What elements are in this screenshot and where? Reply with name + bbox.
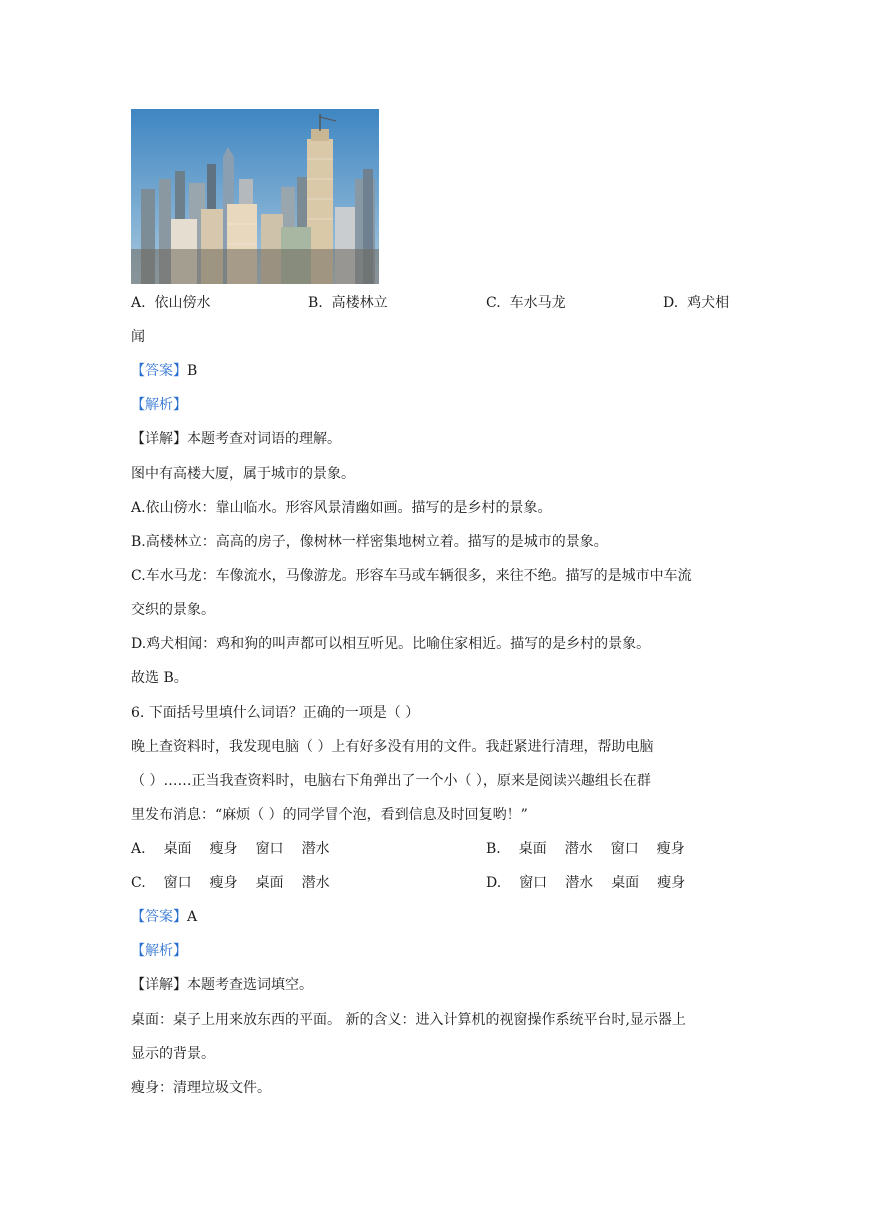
q6-detail-line: 瘦身：清理垃圾文件。	[131, 1080, 271, 1096]
answer-tag: 【答案】	[131, 363, 187, 379]
q6-detail-line: 桌面：桌子上用来放东西的平面。 新的含义：进入计算机的视窗操作系统平台时,显示器上	[131, 1012, 686, 1028]
q6-option-b: B. 桌面 潜水 窗口 瘦身	[486, 841, 685, 857]
q5-detail-line: B.高楼林立：高高的房子，像树林一样密集地树立着。描写的是城市的景象。	[131, 534, 608, 550]
q5-analysis-tag: 【解析】	[131, 397, 187, 413]
q6-passage-line: （ ）……正当我查资料时，电脑右下角弹出了一个小（ ），原来是阅读兴趣组长在群	[131, 773, 651, 789]
q6-stem: 6. 下面括号里填什么词语？正确的一项是（ ）	[131, 705, 420, 721]
q5-detail-line: A.依山傍水：靠山临水。形容风景清幽如画。描写的是乡村的景象。	[131, 500, 552, 516]
q5-detail-line: D.鸡犬相闻：鸡和狗的叫声都可以相互听见。比喻住家相近。描写的是乡村的景象。	[131, 636, 651, 652]
q6-option-c: C. 窗口 瘦身 桌面 潜水	[131, 875, 330, 891]
q6-passage-line: 里发布消息：“麻烦（ ）的同学冒个泡，看到信息及时回复哟！”	[131, 807, 528, 823]
q5-option-d: D. 鸡犬相	[663, 295, 730, 311]
q5-detail-line: 交织的景象。	[131, 602, 215, 618]
q5-option-b: B. 高楼林立	[308, 295, 388, 311]
q5-option-d-wrap: 闻	[131, 329, 145, 345]
q5-detail: 【详解】本题考查对词语的理解。	[131, 431, 341, 447]
q6-detail-line: 显示的背景。	[131, 1046, 215, 1062]
q6-option-d: D. 窗口 潜水 桌面 瘦身	[486, 875, 686, 891]
q6-passage-line: 晚上查资料时，我发现电脑（ ）上有好多没有用的文件。我赶紧进行清理，帮助电脑	[131, 739, 654, 755]
q6-analysis-tag: 【解析】	[131, 943, 187, 959]
city-skyline-photo	[131, 109, 379, 284]
q5-answer: 【答案】B	[131, 363, 198, 379]
q6-answer: 【答案】A	[131, 909, 198, 925]
q5-option-a: A. 依山傍水	[131, 295, 211, 311]
q6-detail: 【详解】本题考查选词填空。	[131, 977, 313, 993]
q6-option-a: A. 桌面 瘦身 窗口 潜水	[131, 841, 330, 857]
q5-detail-line: 图中有高楼大厦，属于城市的景象。	[131, 466, 355, 482]
answer-tag: 【答案】	[131, 909, 187, 925]
q5-detail-line: 故选 B。	[131, 670, 188, 686]
q5-option-c: C. 车水马龙	[486, 295, 566, 311]
q5-detail-line: C.车水马龙：车像流水，马像游龙。形容车马或车辆很多，来往不绝。描写的是城市中车流	[131, 568, 692, 584]
